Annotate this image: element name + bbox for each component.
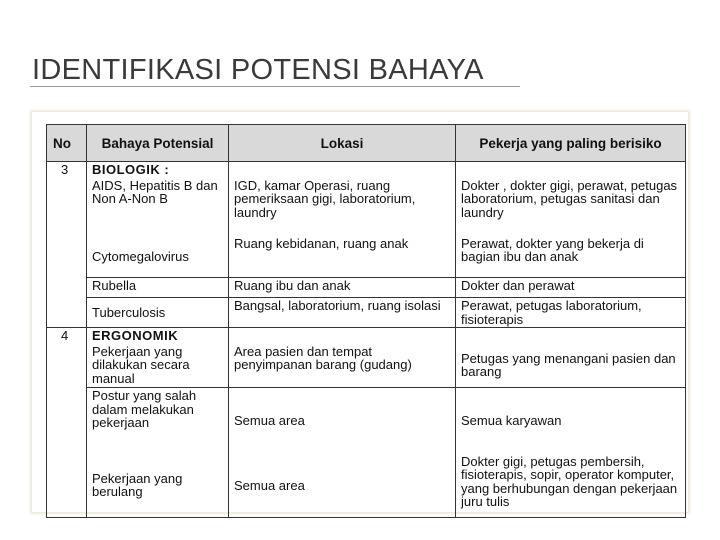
cell-bahaya: Rubella [87, 278, 229, 298]
cell-bahaya: Pekerjaan yang dilakukan secara manual [87, 344, 229, 388]
cell-bahaya: Postur yang salah dalam melakukan pekerjaan [87, 388, 229, 454]
table-row [47, 388, 686, 454]
cell-lokasi: IGD, kamar Operasi, ruang pemeriksaan gigi, laboratorium, laundry [229, 178, 456, 236]
cell-lokasi: Semua area [229, 388, 456, 454]
cell-pekerja: Perawat, petugas laboratorium, fisioterapis [456, 298, 686, 328]
table-row [47, 278, 686, 298]
table-row [47, 454, 686, 518]
header-lokasi: Lokasi [229, 125, 456, 162]
section-number: 3 [47, 162, 87, 178]
hazard-table [46, 124, 686, 518]
hazard-table-container [46, 124, 686, 509]
table-row [47, 178, 686, 236]
table-header-row [47, 125, 686, 162]
section-row [47, 162, 686, 178]
section-category: ERGONOMIK [87, 328, 229, 344]
header-bahaya: Bahaya Potensial [87, 125, 229, 162]
cell-pekerja: Dokter dan perawat [456, 278, 686, 298]
cell-pekerja: Dokter gigi, petugas pembersih, fisioterapis, sopir, operator komputer, yang berhubungan dengan pekerjaan juru tulis [456, 454, 686, 518]
section-category: BIOLOGIK : [87, 162, 229, 178]
header-pekerja: Pekerja yang paling berisiko [456, 125, 686, 162]
table-row [47, 236, 686, 278]
section-number: 4 [47, 328, 87, 344]
cell-bahaya: Cytomegalovirus [87, 236, 229, 278]
cell-pekerja: Semua karyawan [456, 388, 686, 454]
cell-bahaya: Pekerjaan yang berulang [87, 454, 229, 518]
cell-pekerja: Petugas yang menangani pasien dan barang [456, 344, 686, 388]
title-underline [30, 86, 520, 87]
cell-pekerja: Perawat, dokter yang bekerja di bagian ibu dan anak [456, 236, 686, 278]
cell-lokasi: Ruang ibu dan anak [229, 278, 456, 298]
cell-bahaya: AIDS, Hepatitis B dan Non A-Non B [87, 178, 229, 236]
section-row [47, 328, 686, 344]
header-no: No [47, 125, 87, 162]
cell-lokasi: Bangsal, laboratorium, ruang isolasi [229, 298, 456, 328]
cell-lokasi: Area pasien dan tempat penyimpanan barang (gudang) [229, 344, 456, 388]
table-row [47, 344, 686, 388]
page-title: IDENTIFIKASI POTENSI BAHAYA [32, 54, 484, 86]
cell-pekerja: Dokter , dokter gigi, perawat, petugas laboratorium, petugas sanitasi dan laundry [456, 178, 686, 236]
cell-bahaya: Tuberculosis [87, 298, 229, 328]
cell-lokasi: Ruang kebidanan, ruang anak [229, 236, 456, 278]
cell-lokasi: Semua area [229, 454, 456, 518]
table-row [47, 298, 686, 328]
